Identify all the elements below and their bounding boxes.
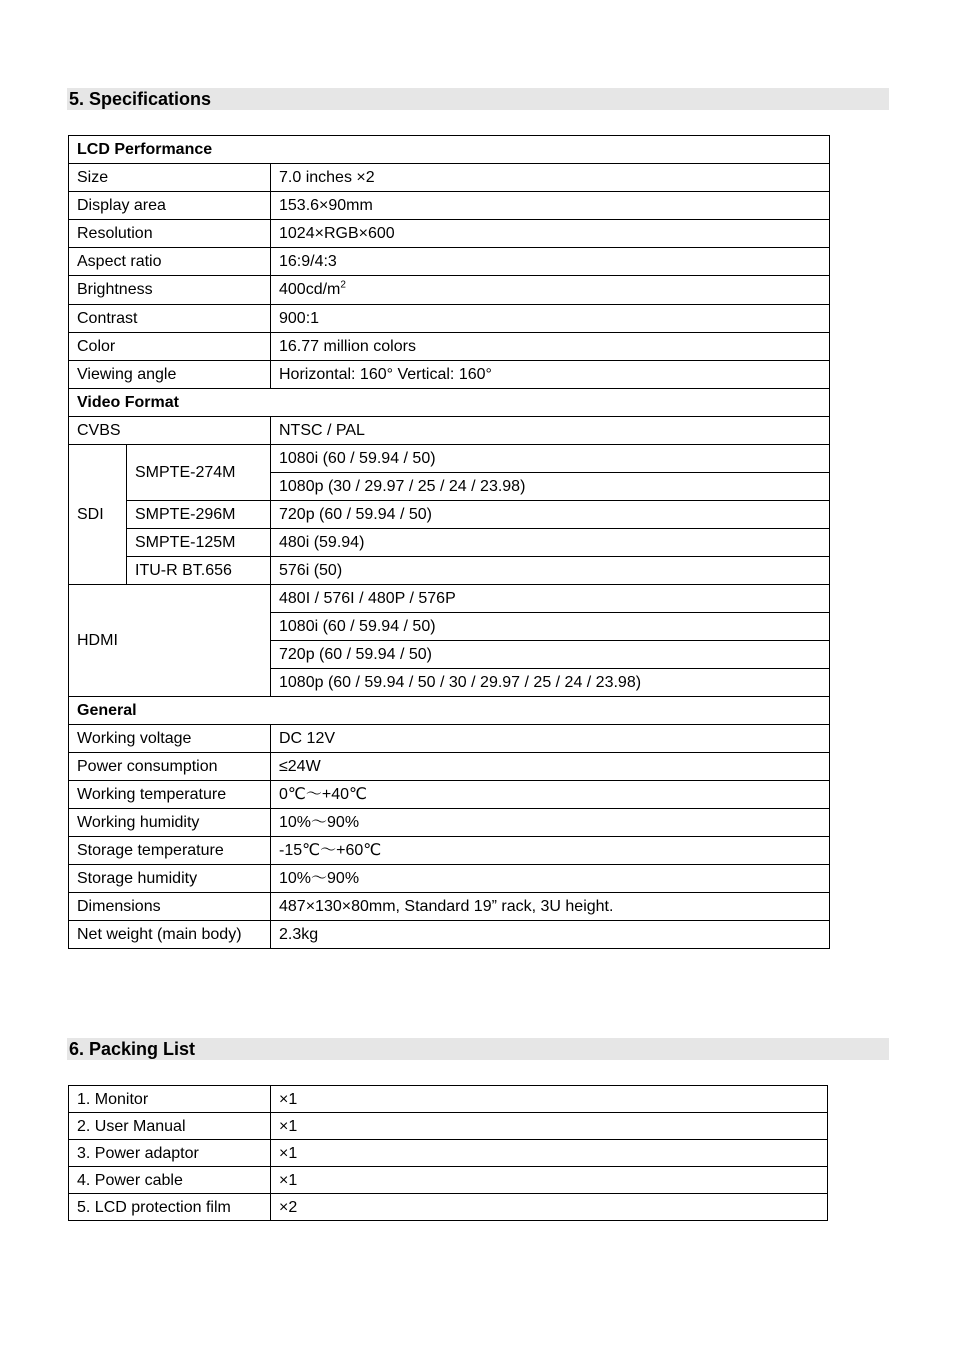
spec-label: Aspect ratio [69, 248, 271, 276]
table-row [69, 781, 830, 809]
spec-label: Power consumption [69, 753, 271, 781]
spec-label: Working humidity [69, 809, 271, 837]
sdi-value: 1080i (60 / 59.94 / 50) [271, 445, 830, 473]
general-header: General [69, 697, 830, 725]
specifications-table [68, 135, 830, 949]
sdi-standard: SMPTE-125M [127, 529, 271, 557]
spec-label: Net weight (main body) [69, 921, 271, 949]
section-row-general [69, 697, 830, 725]
table-row [69, 361, 830, 389]
spec-label: Working voltage [69, 725, 271, 753]
table-row [69, 557, 830, 585]
table-row [69, 417, 830, 445]
table-row [69, 164, 830, 192]
spec-label: Storage temperature [69, 837, 271, 865]
spec-value: 1024×RGB×600 [271, 220, 830, 248]
hdmi-value: 720p (60 / 59.94 / 50) [271, 641, 830, 669]
packing-item-name: 1. Monitor [69, 1086, 271, 1113]
table-row [69, 305, 830, 333]
video-format-header: Video Format [69, 389, 830, 417]
sdi-value: 480i (59.94) [271, 529, 830, 557]
spec-label: Storage humidity [69, 865, 271, 893]
sdi-value: 720p (60 / 59.94 / 50) [271, 501, 830, 529]
table-row [69, 753, 830, 781]
table-row [69, 1086, 828, 1113]
spec-value: 0℃～+40℃ [271, 781, 830, 809]
hdmi-label: HDMI [69, 585, 271, 697]
packing-list-heading: 6. Packing List [67, 1038, 889, 1060]
spec-label: Viewing angle [69, 361, 271, 389]
table-row [69, 220, 830, 248]
table-row [69, 333, 830, 361]
table-row [69, 248, 830, 276]
table-row [69, 865, 830, 893]
packing-item-name: 5. LCD protection film [69, 1194, 271, 1221]
spec-value: 2.3kg [271, 921, 830, 949]
spec-value: ≤24W [271, 753, 830, 781]
spec-label: Working temperature [69, 781, 271, 809]
table-row [69, 837, 830, 865]
spec-label: Contrast [69, 305, 271, 333]
packing-item-qty: ×1 [271, 1113, 828, 1140]
table-row [69, 445, 830, 473]
spec-value [271, 276, 830, 305]
spec-label: Resolution [69, 220, 271, 248]
packing-item-qty: ×1 [271, 1086, 828, 1113]
spec-value: 900:1 [271, 305, 830, 333]
table-row [69, 276, 830, 305]
spec-value: 153.6×90mm [271, 192, 830, 220]
table-row [69, 1194, 828, 1221]
spec-value: DC 12V [271, 725, 830, 753]
table-row [69, 1167, 828, 1194]
table-row [69, 501, 830, 529]
hdmi-value: 1080i (60 / 59.94 / 50) [271, 613, 830, 641]
table-row [69, 585, 830, 613]
hdmi-value: 480I / 576I / 480P / 576P [271, 585, 830, 613]
table-row [69, 725, 830, 753]
cvbs-label: CVBS [69, 417, 271, 445]
packing-list-table [68, 1085, 828, 1221]
sdi-standard: SMPTE-274M [127, 445, 271, 501]
table-row [69, 809, 830, 837]
packing-item-name: 4. Power cable [69, 1167, 271, 1194]
packing-item-qty: ×1 [271, 1167, 828, 1194]
sdi-label: SDI [69, 445, 127, 585]
spec-value: 7.0 inches ×2 [271, 164, 830, 192]
cvbs-value: NTSC / PAL [271, 417, 830, 445]
lcd-performance-header: LCD Performance [69, 136, 830, 164]
spec-value: 10%～90% [271, 809, 830, 837]
sdi-standard: ITU-R BT.656 [127, 557, 271, 585]
sdi-value: 576i (50) [271, 557, 830, 585]
brightness-value: 400cd/m [279, 281, 341, 298]
table-row [69, 1113, 828, 1140]
specifications-heading: 5. Specifications [67, 88, 889, 110]
sdi-value: 1080p (30 / 29.97 / 25 / 24 / 23.98) [271, 473, 830, 501]
table-row [69, 1140, 828, 1167]
table-row [69, 921, 830, 949]
sdi-standard: SMPTE-296M [127, 501, 271, 529]
packing-item-name: 3. Power adaptor [69, 1140, 271, 1167]
spec-label: Size [69, 164, 271, 192]
spec-value: 487×130×80mm, Standard 19” rack, 3U height. [271, 893, 830, 921]
spec-value: 10%～90% [271, 865, 830, 893]
section-row-video-format [69, 389, 830, 417]
spec-label: Display area [69, 192, 271, 220]
spec-label: Color [69, 333, 271, 361]
packing-item-qty: ×2 [271, 1194, 828, 1221]
table-row [69, 893, 830, 921]
spec-value: Horizontal: 160° Vertical: 160° [271, 361, 830, 389]
table-row [69, 529, 830, 557]
spec-value: 16:9/4:3 [271, 248, 830, 276]
section-row-lcd-performance [69, 136, 830, 164]
packing-item-qty: ×1 [271, 1140, 828, 1167]
spec-label: Dimensions [69, 893, 271, 921]
table-row [69, 192, 830, 220]
brightness-exponent: 2 [340, 279, 346, 291]
spec-value: 16.77 million colors [271, 333, 830, 361]
spec-value: -15℃～+60℃ [271, 837, 830, 865]
hdmi-value: 1080p (60 / 59.94 / 50 / 30 / 29.97 / 25 / 24 / 23.98) [271, 669, 830, 697]
spec-label: Brightness [69, 276, 271, 305]
packing-item-name: 2. User Manual [69, 1113, 271, 1140]
